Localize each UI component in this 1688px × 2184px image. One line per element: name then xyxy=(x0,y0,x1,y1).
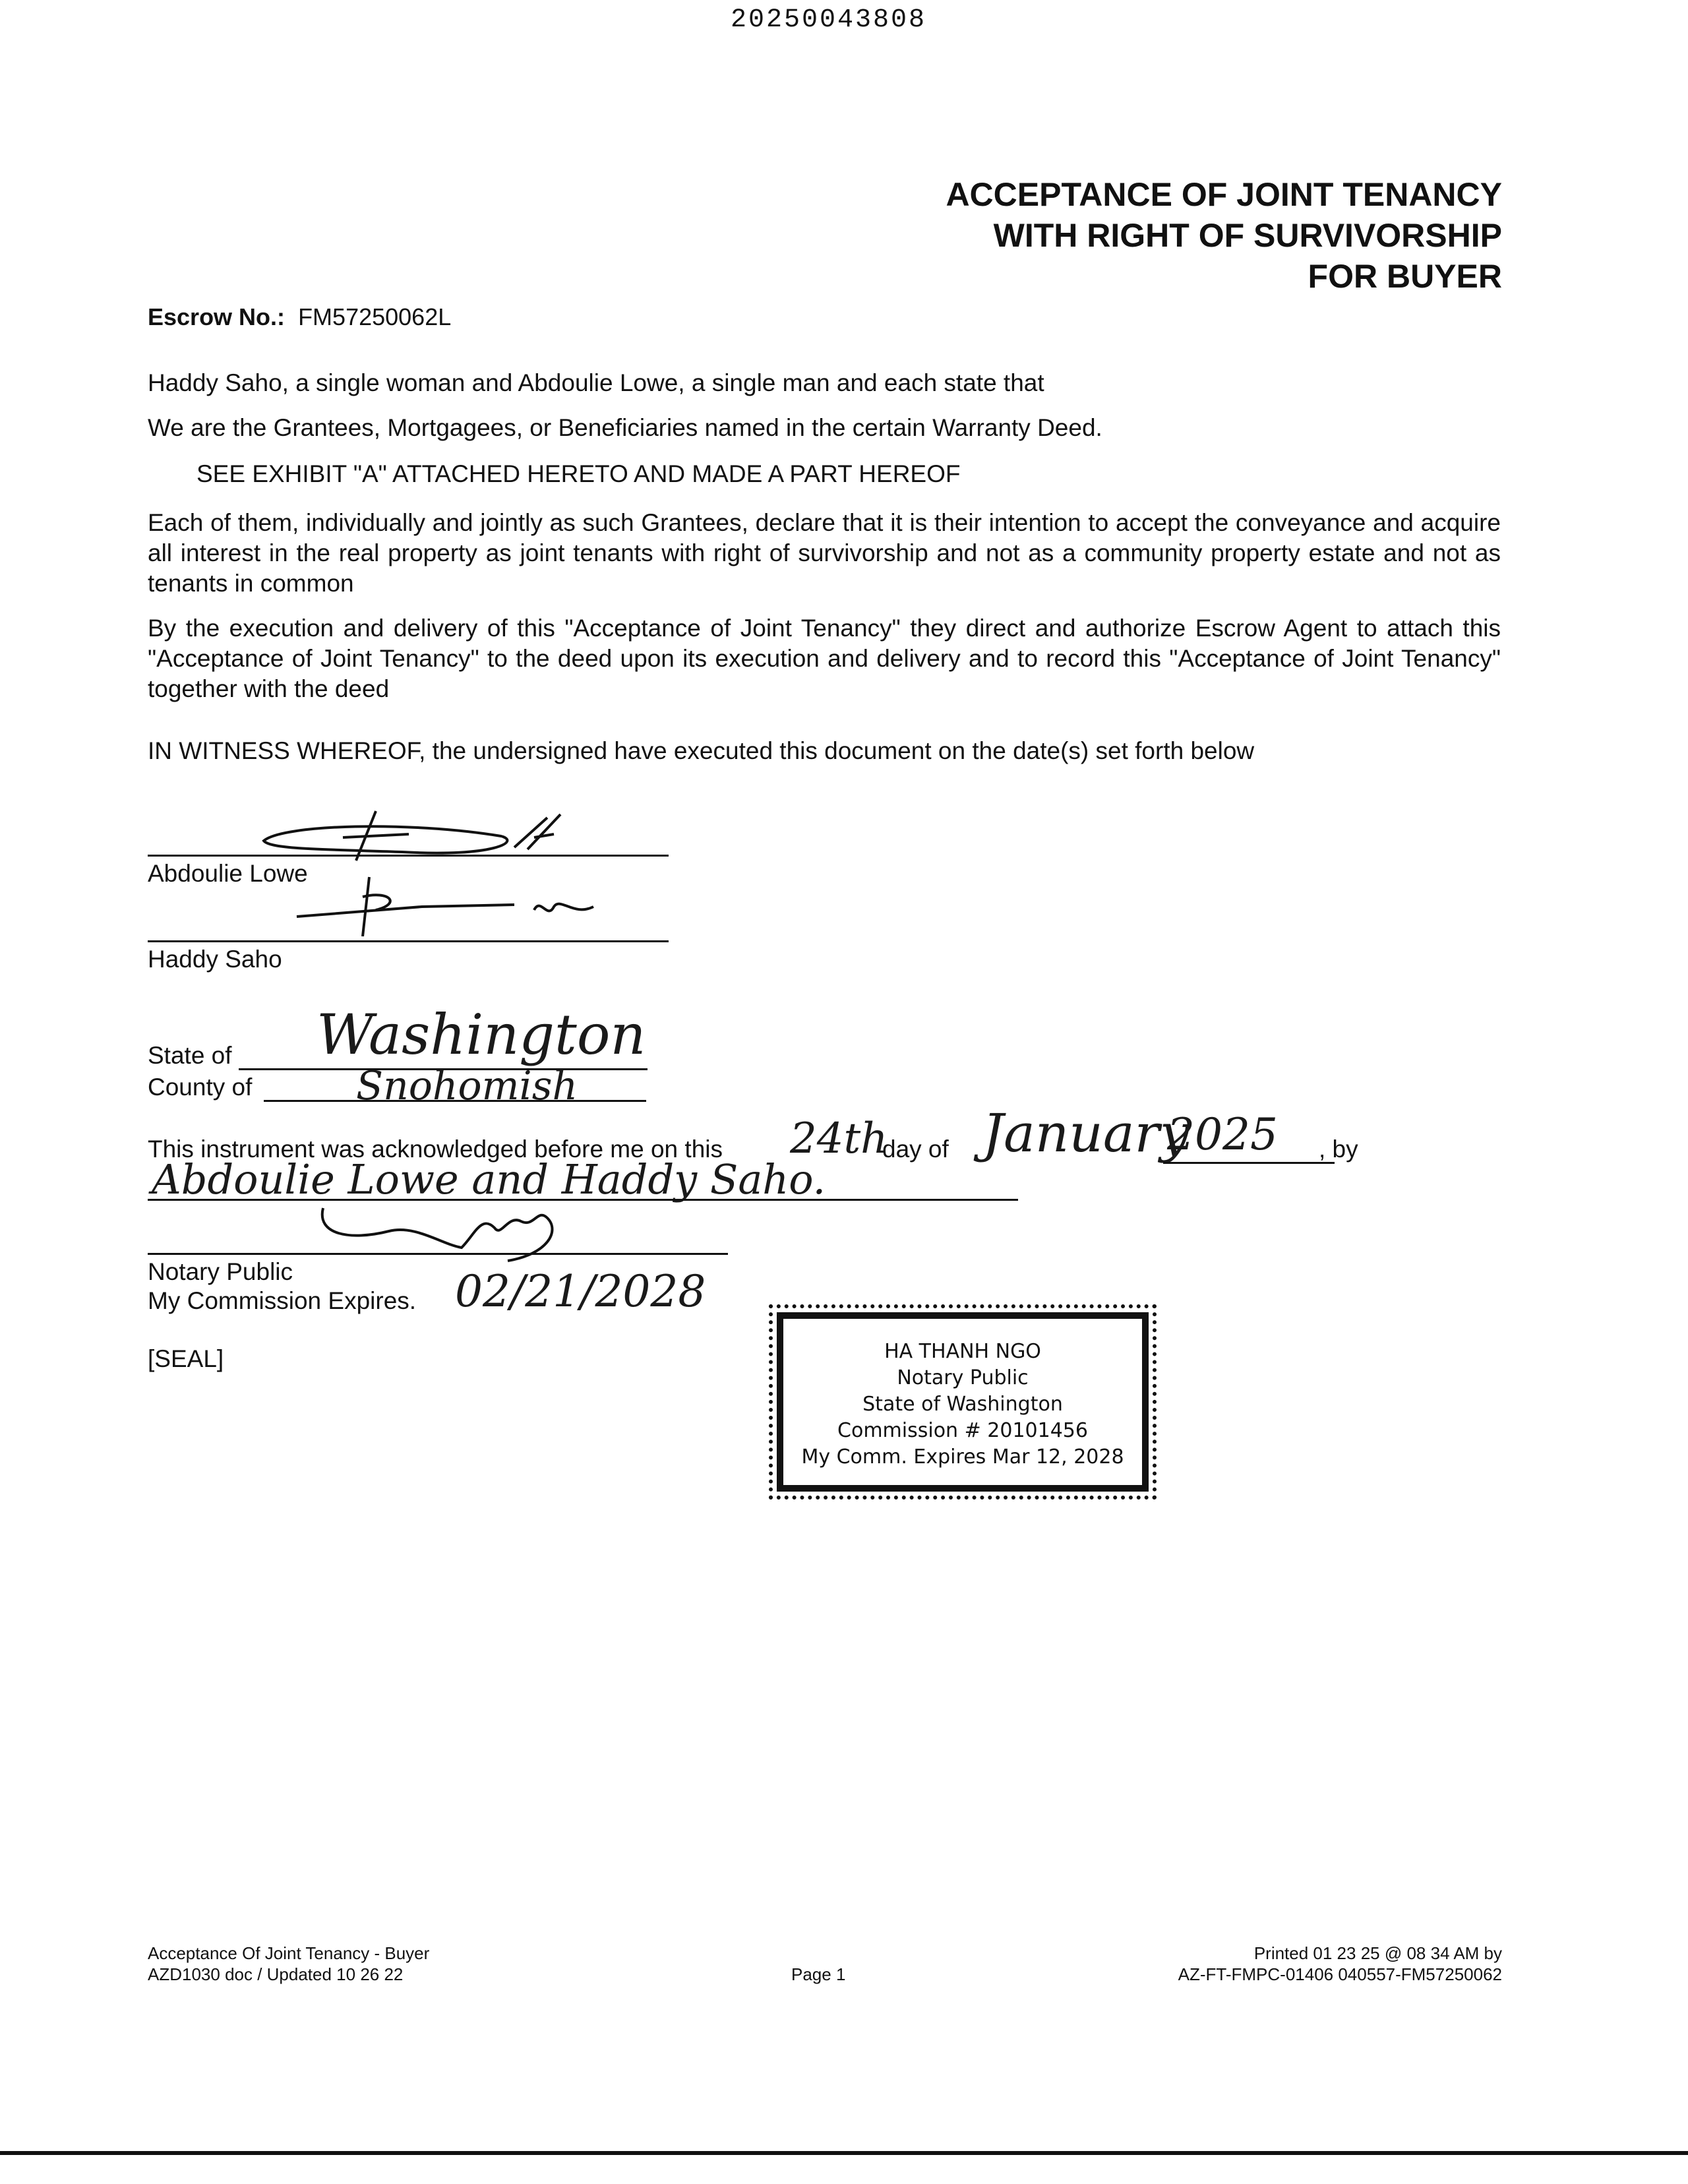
commission-expires-label: My Commission Expires. xyxy=(148,1287,417,1314)
escrow-label: Escrow No.: xyxy=(148,303,286,330)
document-title xyxy=(946,174,1502,297)
day-handwritten: 24th xyxy=(790,1114,888,1163)
notary-stamp xyxy=(777,1312,1149,1492)
month-handwritten: January xyxy=(982,1103,1190,1164)
year-line xyxy=(1163,1162,1335,1164)
exhibit-line: SEE EXHIBIT "A" ATTACHED HERETO AND MADE A PART HEREOF xyxy=(196,460,961,487)
footer-left-line-2: AZD1030 doc / Updated 10 26 22 xyxy=(148,1964,404,1984)
footer-right xyxy=(1178,1943,1502,1985)
recording-number: 20250043808 xyxy=(731,5,927,35)
footer-right-line-2: AZ-FT-FMPC-01406 040557-FM57250062 xyxy=(1178,1964,1502,1984)
year-handwritten: 2025 xyxy=(1167,1109,1278,1160)
names-handwritten: Abdoulie Lowe and Haddy Saho. xyxy=(152,1155,826,1203)
day-of-label: day of xyxy=(882,1136,949,1163)
signer-1-name: Abdoulie Lowe xyxy=(148,860,308,887)
footer-right-line-1: Printed 01 23 25 @ 08 34 AM by xyxy=(1253,1943,1502,1963)
county-handwritten: Snohomish xyxy=(356,1063,578,1109)
title-line-2: WITH RIGHT OF SURVIVORSHIP xyxy=(993,217,1502,254)
title-line-1: ACCEPTANCE OF JOINT TENANCY xyxy=(946,176,1502,213)
signature-haddy-saho xyxy=(290,870,620,936)
notary-signature-line xyxy=(148,1253,728,1255)
state-label: State of xyxy=(148,1042,232,1069)
witness-line: IN WITNESS WHEREOF, the undersigned have executed this document on the date(s) set forth below xyxy=(148,737,1255,764)
acknowledgment-text: This instrument was acknowledged before me on this xyxy=(148,1136,723,1163)
title-line-3: FOR BUYER xyxy=(1308,258,1502,295)
county-label: County of xyxy=(148,1074,253,1101)
signer-2-name: Haddy Saho xyxy=(148,946,282,973)
footer-page-number: Page 1 xyxy=(791,1964,846,1984)
signature-line-1 xyxy=(148,855,669,857)
notary-public-label: Notary Public xyxy=(148,1258,293,1285)
stamp-line-3: State of Washington xyxy=(862,1393,1063,1416)
by-label: , by xyxy=(1319,1136,1358,1163)
grantees-line: We are the Grantees, Mortgagees, or Beneficiaries named in the certain Warranty Deed. xyxy=(148,414,1102,441)
footer-left-line-1: Acceptance Of Joint Tenancy - Buyer xyxy=(148,1943,430,1963)
authorization-paragraph: By the execution and delivery of this "Acceptance of Joint Tenancy" they direct and authorize Escrow Agent to attach this "Acceptance of Joint Tenancy" to the deed upon its execution and delivery and to record this "Acceptance of Joint Tenancy" together with the deed xyxy=(148,615,1501,702)
parties-line: Haddy Saho, a single woman and Abdoulie Lowe, a single man and each state that xyxy=(148,369,1044,396)
signature-line-2 xyxy=(148,940,669,942)
bottom-rule xyxy=(0,2151,1688,2155)
footer-left xyxy=(148,1943,429,1985)
stamp-line-5: My Comm. Expires Mar 12, 2028 xyxy=(801,1445,1124,1469)
escrow-value: FM57250062L xyxy=(298,303,452,330)
commission-expires-handwritten: 02/21/2028 xyxy=(455,1266,706,1317)
stamp-line-1: HA THANH NGO xyxy=(884,1340,1041,1363)
declaration-paragraph: Each of them, individually and jointly as such Grantees, declare that it is their intention to accept the conveyance and acquire all interest in the real property as joint tenants with right of survivorship and not as a community property estate and not as tenants in common xyxy=(148,509,1501,597)
signature-abdoulie-lowe xyxy=(244,798,626,864)
stamp-line-4: Commission # 20101456 xyxy=(837,1419,1088,1442)
stamp-line-2: Notary Public xyxy=(897,1366,1029,1389)
state-handwritten: Washington xyxy=(316,1002,646,1067)
seal-label: [SEAL] xyxy=(148,1345,224,1372)
notary-signature xyxy=(310,1195,587,1267)
escrow-number xyxy=(148,303,451,331)
